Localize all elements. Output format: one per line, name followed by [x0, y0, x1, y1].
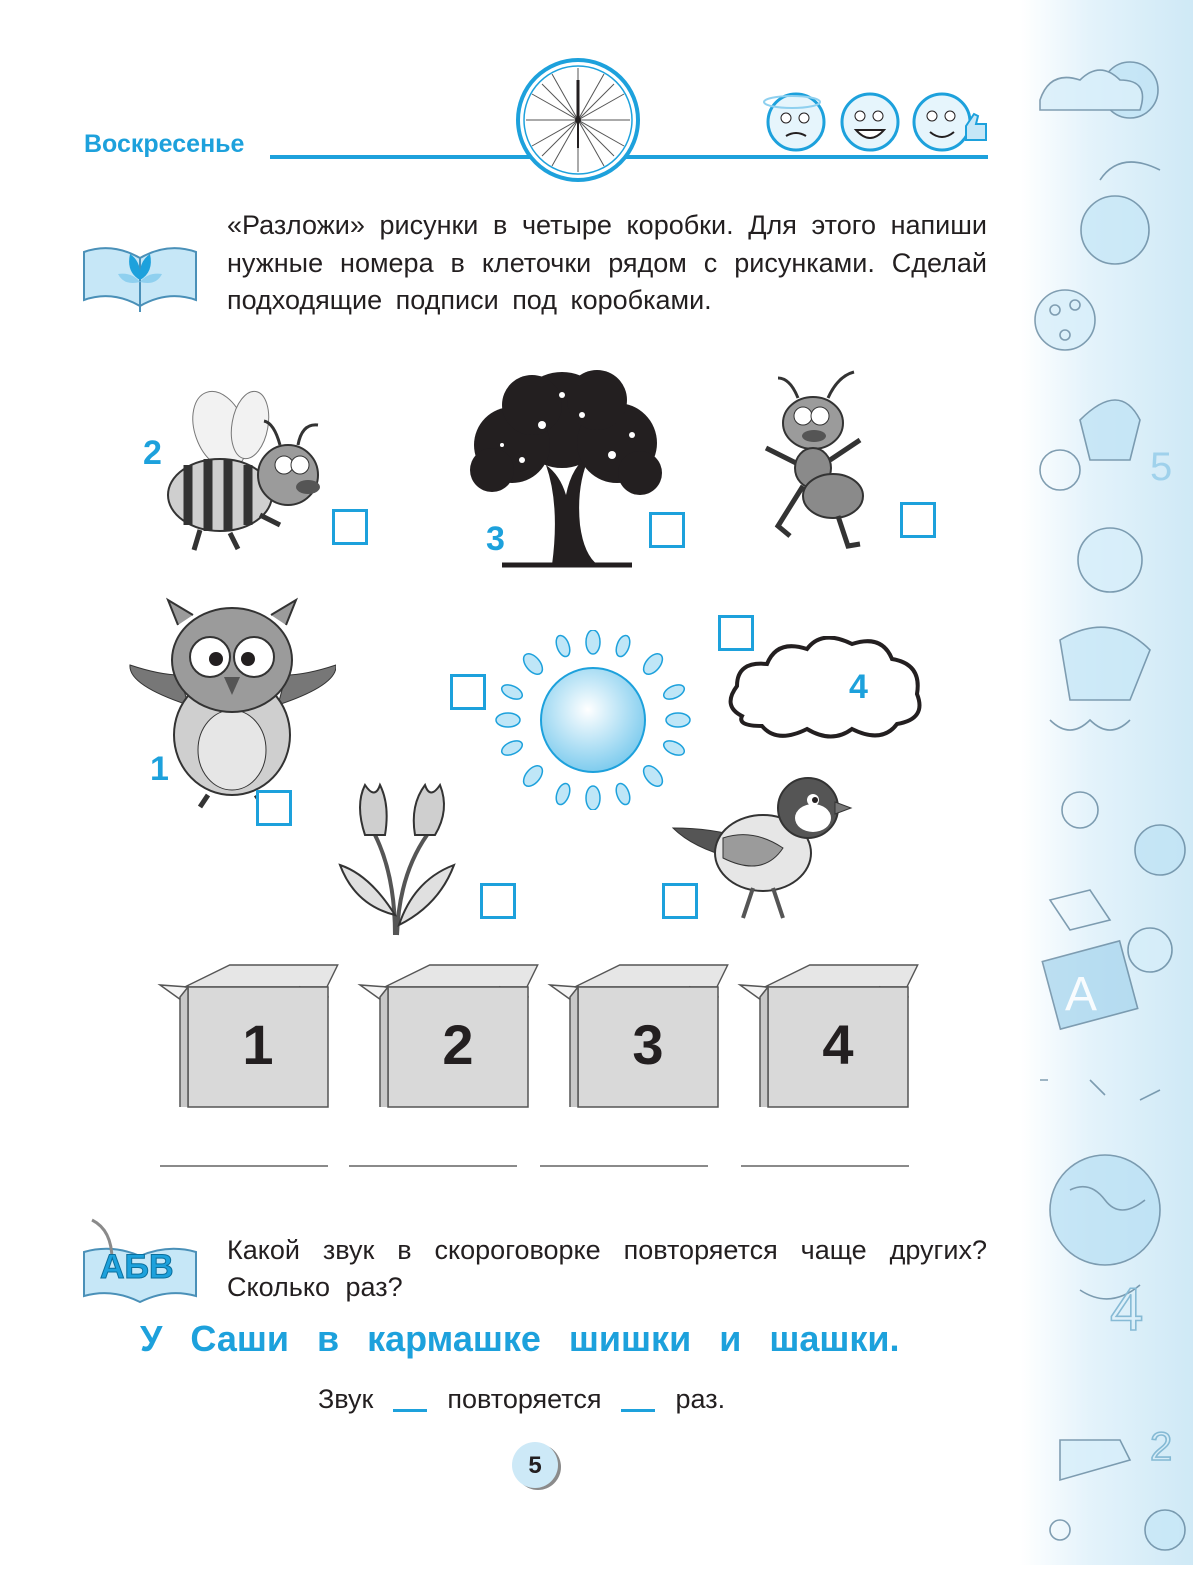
svg-text:5: 5: [1150, 445, 1173, 489]
svg-text:4: 4: [1110, 1276, 1144, 1343]
svg-text:АБВ: АБВ: [100, 1248, 174, 1286]
tree-answer-box[interactable]: [649, 512, 685, 548]
face-happy-icon: [842, 94, 898, 150]
box-1-number: 1: [242, 1013, 274, 1076]
open-book-icon: [80, 232, 200, 312]
owl-hint-number: 1: [150, 750, 169, 788]
box-4-caption-line[interactable]: [741, 1165, 909, 1167]
tongue-twister: У Саши в кармашке шишки и шашки.: [140, 1318, 900, 1359]
answer-suffix: раз.: [675, 1384, 726, 1414]
bee-answer-box[interactable]: [332, 509, 368, 545]
decorative-side-strip: [1020, 0, 1193, 1565]
box-3: [545, 962, 735, 1112]
flower-answer-box[interactable]: [480, 883, 516, 919]
abc-book-icon: [82, 1212, 200, 1304]
day-label: Воскресенье: [84, 130, 245, 158]
cloud-answer-box[interactable]: [718, 615, 754, 651]
box-1-caption-line[interactable]: [160, 1165, 328, 1167]
task1-instruction: «Разложи» рисунки в четыре коробки. Для этого напиши нужные номера в клеточки рядом с рисунками. Сделай подходящие подписи под коробками.: [227, 210, 987, 315]
mood-faces: [760, 88, 992, 154]
page-number: 5: [512, 1442, 558, 1488]
sun-answer-box[interactable]: [450, 674, 486, 710]
box-2-caption-line[interactable]: [349, 1165, 517, 1167]
answer-middle: повторяется: [447, 1384, 602, 1414]
box-1: [155, 962, 345, 1112]
box-4-number: 4: [822, 1013, 854, 1076]
tree-hint-number: 3: [486, 520, 505, 558]
box-2-number: 2: [442, 1013, 474, 1076]
flower-picture: [335, 775, 465, 940]
ant-answer-box[interactable]: [900, 502, 936, 538]
sparrow-answer-box[interactable]: [662, 883, 698, 919]
answer-prefix: Звук: [318, 1384, 374, 1414]
face-thumbs-up-icon: [914, 94, 986, 150]
bee-hint-number: 2: [143, 434, 162, 472]
face-dizzy-icon: [764, 94, 824, 150]
svg-text:A: A: [1065, 968, 1098, 1021]
cloud-hint-number: 4: [849, 668, 868, 706]
box-2: [355, 962, 545, 1112]
box-3-caption-line[interactable]: [540, 1165, 708, 1167]
task2-question: Какой звук в скороговорке повторяется чаще других? Сколько раз?: [227, 1235, 987, 1302]
owl-answer-box[interactable]: [256, 790, 292, 826]
sound-blank[interactable]: [393, 1409, 427, 1412]
cloud-picture: [722, 636, 932, 746]
answer-row: [318, 1384, 725, 1415]
bee-picture: [160, 385, 330, 560]
clock-icon: [514, 56, 642, 184]
count-blank[interactable]: [621, 1409, 655, 1412]
svg-text:2: 2: [1150, 1425, 1173, 1469]
box-3-number: 3: [632, 1013, 664, 1076]
ant-picture: [758, 368, 878, 553]
box-4: [735, 962, 925, 1112]
